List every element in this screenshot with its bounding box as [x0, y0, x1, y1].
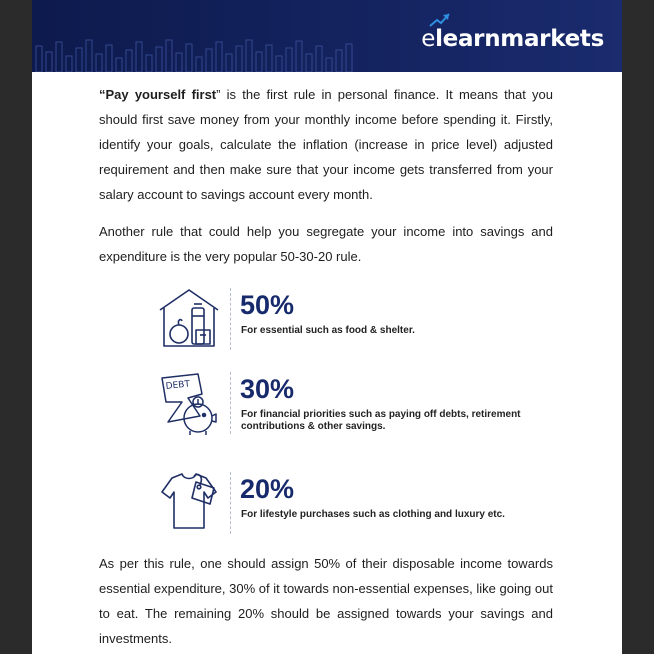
header-banner: [32, 0, 622, 72]
bar-pattern-decoration: [32, 0, 362, 72]
rule-description: For lifestyle purchases such as clothing and luxury etc.: [241, 509, 505, 520]
conclusion-paragraph: As per this rule, one should assign 50% of their disposable income towards essential expenditure, 30% of it towards non-essential expenses, like going out to eat. The remaining 20% should be assigned towards your savings and investments.: [99, 556, 553, 646]
rule-percent: 30%: [240, 374, 295, 404]
intro-paragraph: [99, 82, 553, 207]
elearnmarkets-logo: [421, 26, 604, 52]
house-food-icon: [158, 288, 220, 348]
intro-text: is the first rule in personal finance. It means that you should first save money from your monthly income before spending it. Firstly, identify your goals, calculate the inflation (increase in price level) adjusted requirement and then make sure that your income gets transferred from your salary account to savings account every month.: [99, 87, 553, 202]
logo-wordmark: learnmarkets: [435, 26, 604, 52]
rule-divider: [230, 472, 231, 534]
debt-piggy-bank-icon: [158, 372, 220, 436]
rule-description: For essential such as food & shelter.: [241, 325, 415, 336]
intro-lead-bold: “Pay yourself first: [99, 87, 217, 102]
logo-letter-e: e: [421, 26, 436, 52]
debt-icon-label: DEBT: [165, 379, 191, 392]
document-page: [32, 0, 622, 654]
growth-arrow-icon: [429, 12, 451, 28]
rule-description: For financial priorities such as paying off debts, retirement contributions & other savings.: [241, 409, 521, 432]
tshirt-tag-icon: [158, 472, 220, 532]
rule-intro-paragraph: Another rule that could help you segregate your income into savings and expenditure is the very popular 50-30-20 rule.: [99, 224, 553, 264]
rule-divider: [230, 288, 231, 350]
rule-percent: 20%: [240, 474, 295, 504]
intro-quote-close: ”: [216, 87, 221, 102]
rule-percent: 50%: [240, 290, 295, 320]
rule-divider: [230, 372, 231, 434]
